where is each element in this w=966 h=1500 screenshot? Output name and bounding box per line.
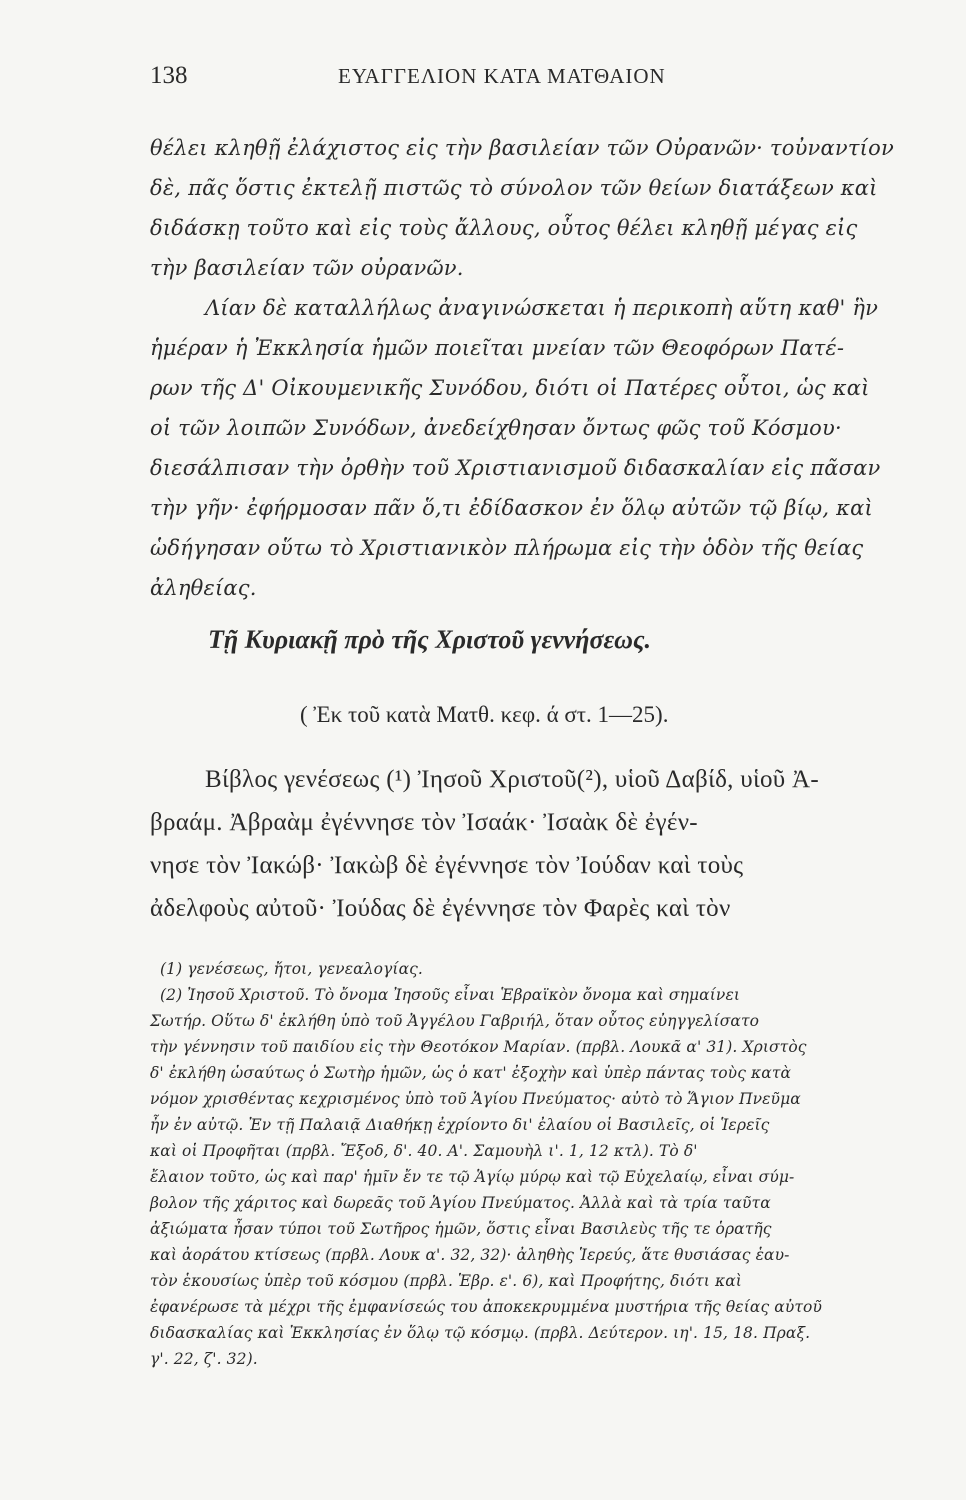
footnote-line: νόμον χρισθέντας κεχρισμένος ὑπὸ τοῦ Ἁγίου Πνεύματος· αὐτὸ τὸ Ἅγιον Πνεῦμα bbox=[150, 1090, 801, 1108]
text-line: διδάσκῃ τοῦτο καὶ εἰς τοὺς ἄλλους, οὗτος θέλει κληθῇ μέγας εἰς bbox=[150, 216, 858, 240]
text-line: οἱ τῶν λοιπῶν Συνόδων, ἀνεδείχθησαν ὄντως φῶς τοῦ Κόσμου· bbox=[150, 416, 842, 440]
text-line: τὴν βασιλείαν τῶν οὐρανῶν. bbox=[150, 256, 464, 280]
text-line: τὴν γῆν· ἐφήρμοσαν πᾶν ὅ,τι ἐδίδασκον ἐν ὅλῳ αὐτῶν τῷ βίῳ, καὶ bbox=[150, 496, 873, 520]
text-line: ρων τῆς Δ' Οἰκουμενικῆς Συνόδου, διότι οἱ Πατέρες οὗτοι, ὡς καὶ bbox=[150, 376, 870, 400]
verse-line: νησε τὸν Ἰακώβ· Ἰακὼβ δὲ ἐγέννησε τὸν Ἰούδαν καὶ τοὺς bbox=[150, 852, 744, 879]
footnote-line: διδασκαλίας καὶ Ἐκκλησίας ἐν ὅλῳ τῷ κόσμῳ. (πρβλ. Δεύτερον. ιη'. 15, 18. Πραξ. bbox=[150, 1324, 811, 1342]
footnote-line: γ'. 22, ζ'. 32). bbox=[150, 1350, 258, 1368]
page-number: 138 bbox=[150, 62, 188, 89]
footnote-line: ἐφανέρωσε τὰ μέχρι τῆς ἐμφανίσεώς του ἀποκεκρυμμένα μυστήρια τῆς θείας αὐτοῦ bbox=[150, 1298, 822, 1316]
footnote-line: βολον τῆς χάριτος καὶ δωρεᾶς τοῦ Ἁγίου Πνεύματος. Ἀλλὰ καὶ τὰ τρία ταῦτα bbox=[150, 1194, 771, 1212]
footnote-line: δ' ἐκλήθη ὡσαύτως ὁ Σωτὴρ ἡμῶν, ὡς ὁ κατ' ἐξοχὴν καὶ ὑπὲρ πάντας τοὺς κατὰ bbox=[150, 1064, 792, 1082]
text-line: ἡμέραν ἡ Ἐκκλησία ἡμῶν ποιεῖται μνείαν τῶν Θεοφόρων Πατέ- bbox=[150, 336, 845, 360]
text-line: ἀληθείας. bbox=[150, 576, 257, 600]
footnote-line: ἔλαιον τοῦτο, ὡς καὶ παρ' ἡμῖν ἔν τε τῷ Ἁγίῳ μύρῳ καὶ τῷ Εὐχελαίῳ, εἶναι σύμ- bbox=[150, 1168, 795, 1186]
footnote-line: (1) γενέσεως, ἤτοι, γενεαλογίας. bbox=[160, 960, 423, 978]
text-line: διεσάλπισαν τὴν ὀρθὴν τοῦ Χριστιανισμοῦ διδασκαλίαν εἰς πᾶσαν bbox=[150, 456, 881, 480]
footnote-line: τὸν ἑκουσίως ὑπὲρ τοῦ κόσμου (πρβλ. Ἑβρ. ε'. 6), καὶ Προφήτης, διότι καὶ bbox=[150, 1272, 742, 1290]
section-title: Τῇ Κυριακῇ πρὸ τῆς Χριστοῦ γεννήσεως. bbox=[208, 625, 652, 654]
verse-line: Βίβλος γενέσεως (¹) Ἰησοῦ Χριστοῦ(²), υἱοῦ Δαβίδ, υἱοῦ Ἀ- bbox=[205, 766, 819, 793]
text-line: ὡδήγησαν οὕτω τὸ Χριστιανικὸν πλήρωμα εἰς τὴν ὁδὸν τῆς θείας bbox=[150, 536, 864, 560]
text-line: δὲ, πᾶς ὅστις ἐκτελῇ πιστῶς τὸ σύνολον τῶν θείων διατάξεων καὶ bbox=[150, 176, 878, 200]
footnote-line: (2) Ἰησοῦ Χριστοῦ. Τὸ ὄνομα Ἰησοῦς εἶναι Ἑβραϊκὸν ὄνομα καὶ σημαίνει bbox=[160, 986, 741, 1004]
footnote-line: ἀξιώματα ἦσαν τύποι τοῦ Σωτῆρος ἡμῶν, ὅστις εἶναι Βασιλεὺς τῆς τε ὁρατῆς bbox=[150, 1220, 772, 1238]
running-title: ΕΥΑΓΓΕΛΙΟΝ ΚΑΤΑ ΜΑΤΘΑΙΟΝ bbox=[338, 64, 666, 88]
page-header bbox=[150, 62, 835, 102]
text-line: θέλει κληθῇ ἐλάχιστος εἰς τὴν βασιλείαν τῶν Οὐρανῶν· τοὐναντίον bbox=[150, 136, 894, 160]
verse-line: βραάμ. Ἀβραὰμ ἐγέννησε τὸν Ἰσαάκ· Ἰσαὰκ δὲ ἐγέν- bbox=[150, 809, 698, 836]
footnote-line: τὴν γέννησιν τοῦ παιδίου εἰς τὴν Θεοτόκον Μαρίαν. (πρβλ. Λουκᾶ α' 31). Χριστὸς bbox=[150, 1038, 807, 1056]
footnote-line: ἦν ἐν αὐτῷ. Ἐν τῇ Παλαιᾷ Διαθήκῃ ἐχρίοντο δι' ἐλαίου οἱ Βασιλεῖς, οἱ Ἱερεῖς bbox=[150, 1116, 770, 1134]
footnote-line: καὶ ἀοράτου κτίσεως (πρβλ. Λουκ α'. 32, 32)· ἀληθὴς Ἱερεύς, ἅτε θυσιάσας ἑαυ- bbox=[150, 1246, 790, 1264]
footnote-line: Σωτήρ. Οὕτω δ' ἐκλήθη ὑπὸ τοῦ Ἀγγέλου Γαβριήλ, ὅταν οὗτος εὐηγγελίσατο bbox=[150, 1012, 760, 1030]
footnote-line: καὶ οἱ Προφῆται (πρβλ. Ἔξοδ, δ'. 40. Α'. Σαμουὴλ ι'. 1, 12 κτλ). Τὸ δ' bbox=[150, 1142, 698, 1160]
text-line: Λίαν δὲ καταλλήλως ἀναγινώσκεται ἡ περικοπὴ αὕτη καθ' ἣν bbox=[205, 296, 879, 320]
scripture-reference: ( Ἐκ τοῦ κατὰ Ματθ. κεφ. ά στ. 1—25). bbox=[300, 702, 669, 727]
verse-line: ἀδελφοὺς αὐτοῦ· Ἰούδας δὲ ἐγέννησε τὸν Φαρὲς καὶ τὸν bbox=[150, 895, 731, 922]
